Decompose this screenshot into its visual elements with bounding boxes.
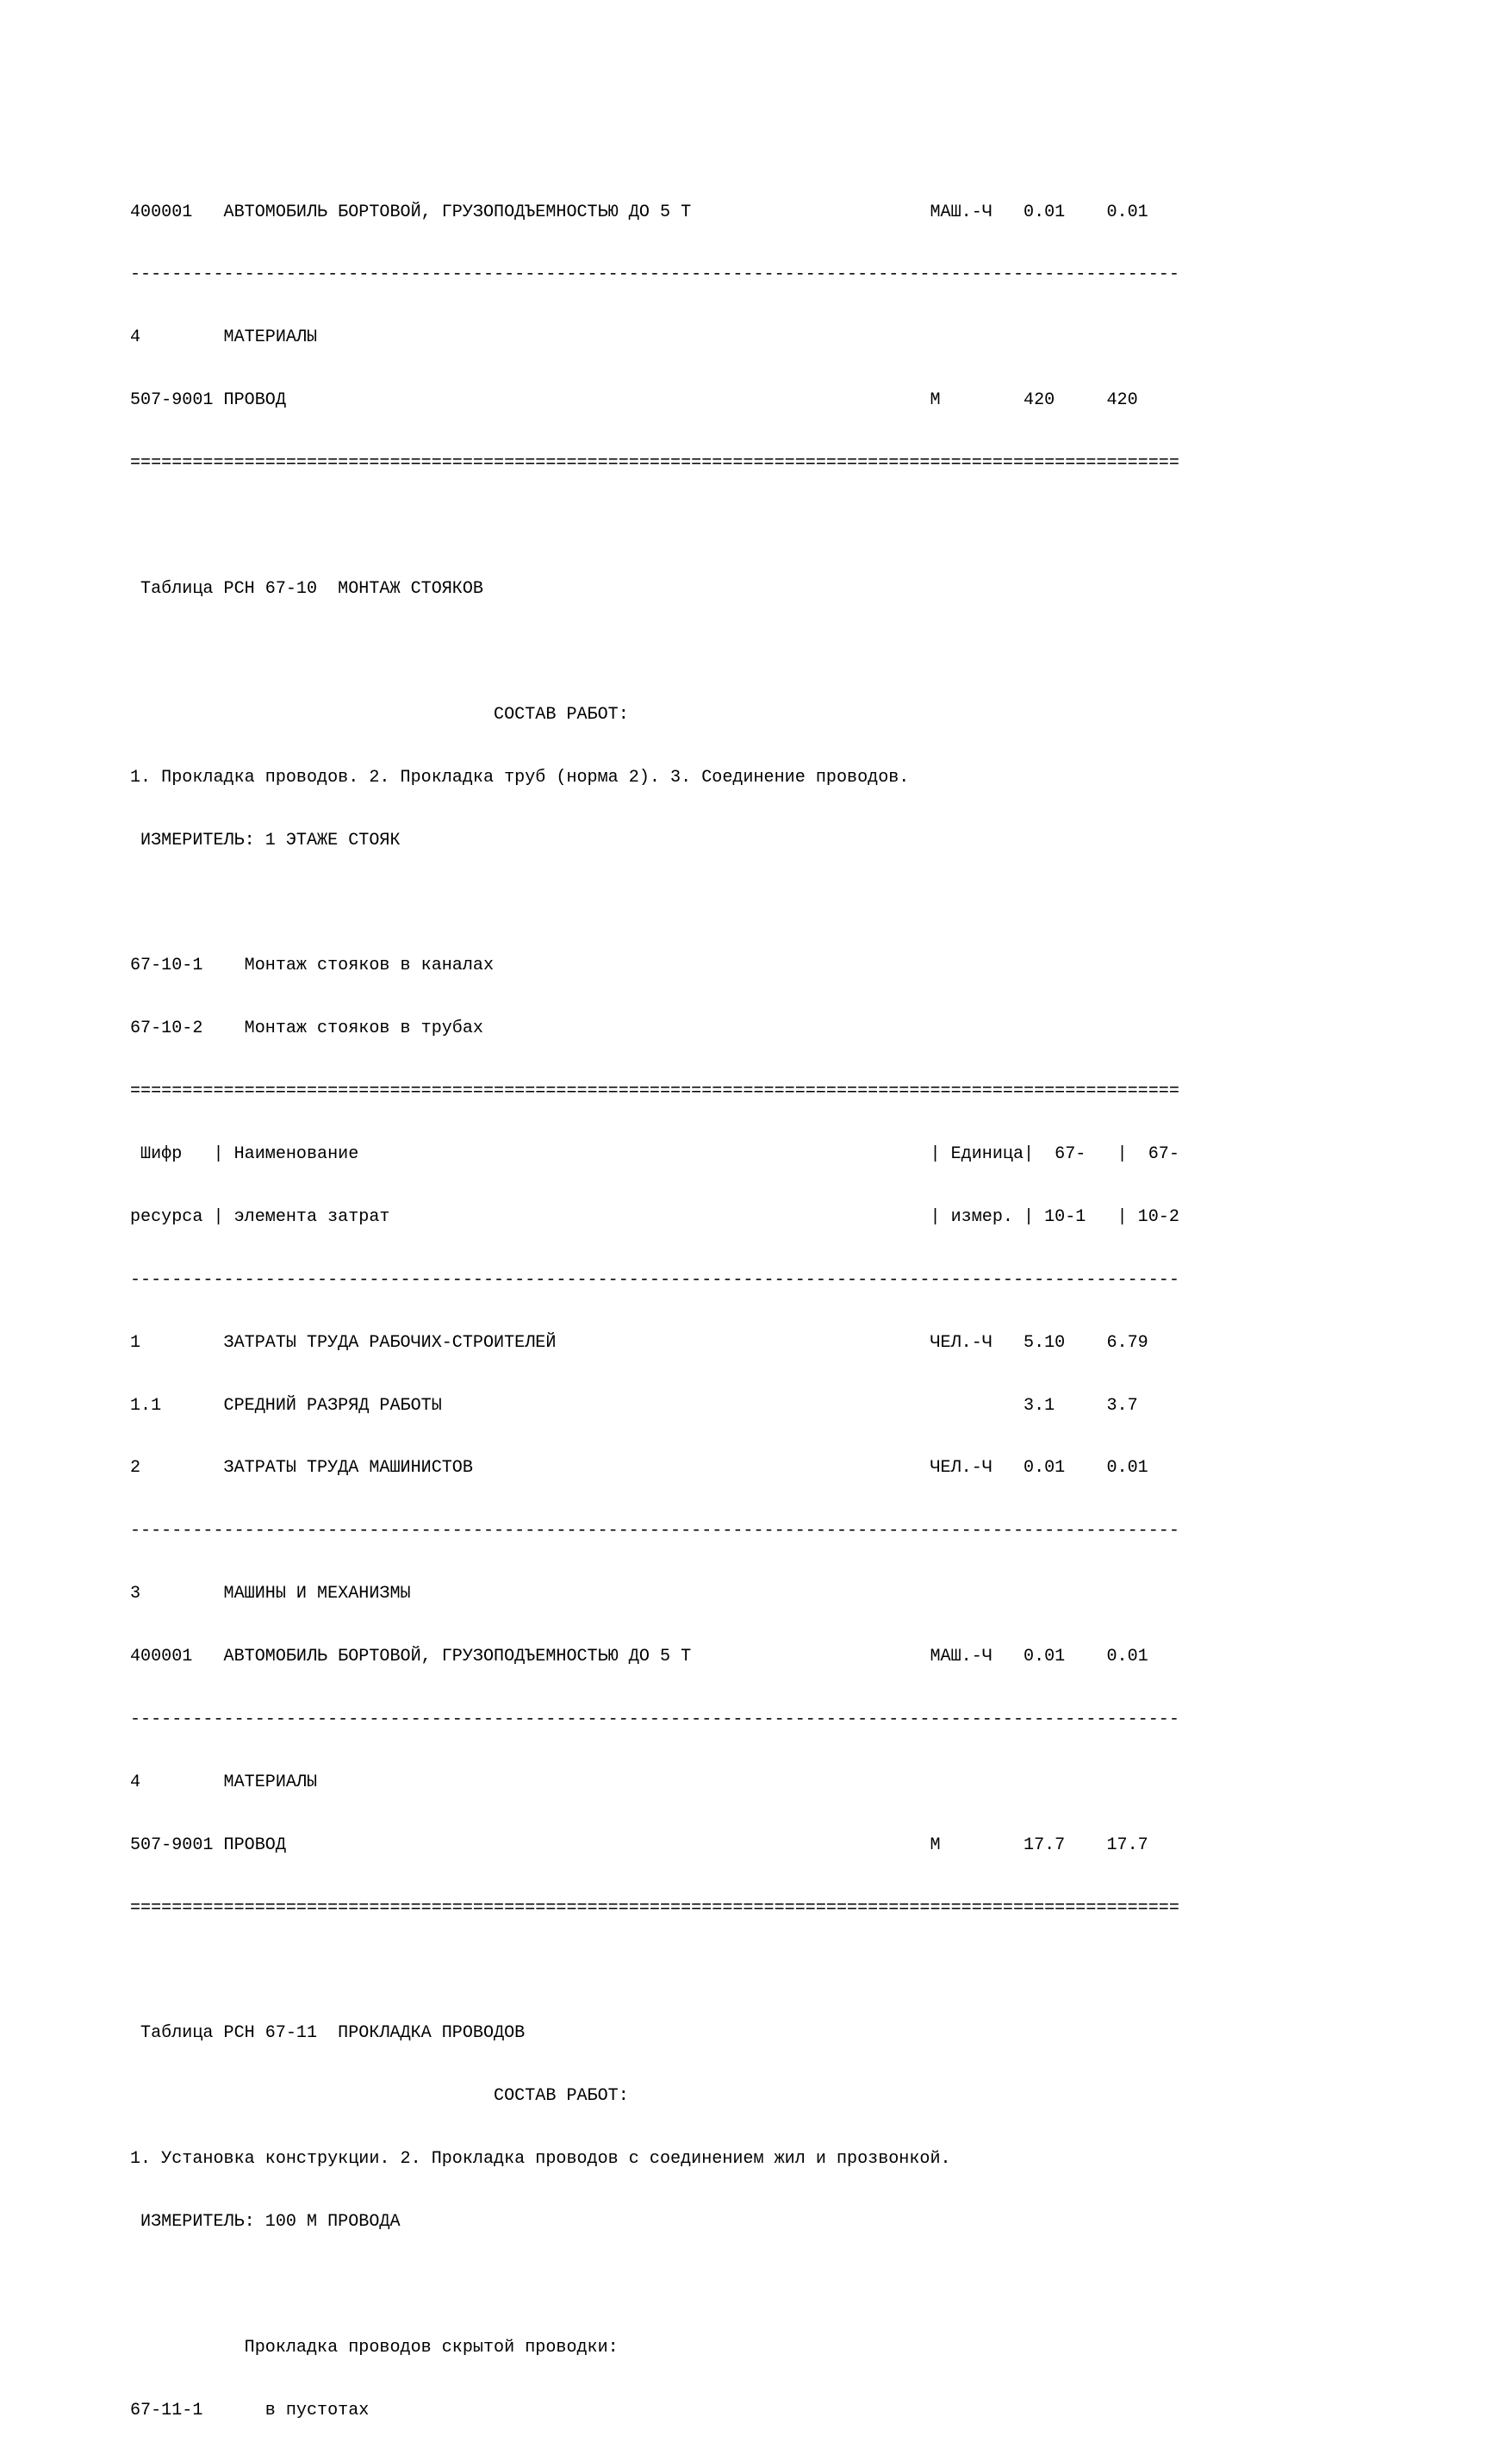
line-text: 400001 АВТОМОБИЛЬ БОРТОВОЙ, ГРУЗОПОДЪЕМНОСТЬЮ ДО 5 Т МАШ.-Ч 0.01 0.01 — [130, 202, 1148, 222]
text-line — [130, 2212, 1179, 2233]
text-line — [130, 1772, 1179, 1793]
text-line — [130, 705, 1179, 726]
text-line — [130, 390, 1179, 411]
line-text: 67-11-1 в пустотах — [130, 2400, 370, 2420]
line-text: 67-10-2 Монтаж стояков в трубах — [130, 1019, 483, 1039]
line-text: ----------------------------------------------------------------------------------------------------- — [130, 1269, 1179, 1290]
text-line — [130, 453, 1179, 474]
line-text: 1 ЗАТРАТЫ ТРУДА РАБОЧИХ-СТРОИТЕЛЕЙ ЧЕЛ.-Ч 5.10 6.79 — [130, 1332, 1148, 1353]
line-text: Таблица РСН 67-10 МОНТАЖ СТОЯКОВ — [130, 578, 483, 599]
line-text: 4 МАТЕРИАЛЫ — [130, 327, 318, 348]
text-line — [130, 2149, 1179, 2170]
line-text: 507-9001 ПРОВОД М 420 420 — [130, 390, 1138, 411]
line-text: Шифр | Наименование | Единица| 67- | 67- — [130, 1143, 1179, 1164]
text-line — [130, 516, 1179, 537]
text-line — [130, 1333, 1179, 1354]
text-line — [130, 1710, 1179, 1730]
text-line — [130, 1270, 1179, 1291]
text-line — [130, 1207, 1179, 1228]
text-line — [130, 1835, 1179, 1856]
text-line — [130, 1584, 1179, 1604]
line-text: ===================================================================================================== — [130, 1081, 1179, 1102]
line-text: ===================================================================================================== — [130, 1897, 1179, 1918]
text-line — [130, 1521, 1179, 1542]
line-text: 67-10-1 Монтаж стояков в каналах — [130, 956, 495, 976]
line-text: ресурса | элемента затрат | измер. | 10-1 | 10-2 — [130, 1206, 1179, 1227]
text-line — [130, 1458, 1179, 1479]
line-text: ИЗМЕРИТЕЛЬ: 100 М ПРОВОДА — [130, 2212, 401, 2233]
text-line — [130, 202, 1179, 223]
line-text: СОСТАВ РАБОТ: — [130, 704, 629, 725]
line-text: ИЗМЕРИТЕЛЬ: 1 ЭТАЖЕ СТОЯК — [130, 830, 401, 850]
line-text: 400001 АВТОМОБИЛЬ БОРТОВОЙ, ГРУЗОПОДЪЕМНОСТЬЮ ДО 5 Т МАШ.-Ч 0.01 0.01 — [130, 1647, 1148, 1667]
text-line — [130, 2023, 1179, 2044]
line-text: Таблица РСН 67-11 ПРОКЛАДКА ПРОВОДОВ — [130, 2023, 526, 2044]
text-line — [130, 642, 1179, 663]
document-page — [130, 160, 1179, 2442]
line-text: ===================================================================================================== — [130, 453, 1179, 474]
line-text: 507-9001 ПРОВОД М 17.7 17.7 — [130, 1835, 1148, 1855]
text-line — [130, 1019, 1179, 1039]
text-line — [130, 1961, 1179, 1982]
text-line — [130, 1144, 1179, 1165]
text-line — [130, 1081, 1179, 1102]
text-line — [130, 579, 1179, 600]
text-line — [130, 1396, 1179, 1417]
text-line — [130, 831, 1179, 851]
text-line — [130, 2401, 1179, 2421]
text-line — [130, 2086, 1179, 2107]
line-text: 2 ЗАТРАТЫ ТРУДА МАШИНИСТОВ ЧЕЛ.-Ч 0.01 0.01 — [130, 1458, 1148, 1479]
text-line — [130, 2275, 1179, 2296]
text-line — [130, 956, 1179, 976]
line-text: ----------------------------------------------------------------------------------------------------- — [130, 1709, 1179, 1729]
text-line — [130, 2338, 1179, 2358]
text-line — [130, 1898, 1179, 1919]
text-line — [130, 893, 1179, 913]
line-text: СОСТАВ РАБОТ: — [130, 2086, 629, 2107]
text-line — [130, 768, 1179, 788]
line-text: 1. Прокладка проводов. 2. Прокладка труб (норма 2). 3. Соединение проводов. — [130, 767, 910, 788]
line-text: Прокладка проводов скрытой проводки: — [130, 2337, 619, 2358]
line-text: 4 МАТЕРИАЛЫ — [130, 1772, 318, 1792]
text-line — [130, 265, 1179, 285]
line-text: 3 МАШИНЫ И МЕХАНИЗМЫ — [130, 1584, 411, 1604]
line-text: ----------------------------------------------------------------------------------------------------- — [130, 265, 1179, 285]
line-text: 1. Установка конструкции. 2. Прокладка проводов с соединением жил и прозвонкой. — [130, 2149, 951, 2170]
text-line — [130, 1647, 1179, 1667]
line-text: ----------------------------------------------------------------------------------------------------- — [130, 1521, 1179, 1542]
line-text: 1.1 СРЕДНИЙ РАЗРЯД РАБОТЫ 3.1 3.7 — [130, 1395, 1138, 1416]
text-line — [130, 327, 1179, 348]
